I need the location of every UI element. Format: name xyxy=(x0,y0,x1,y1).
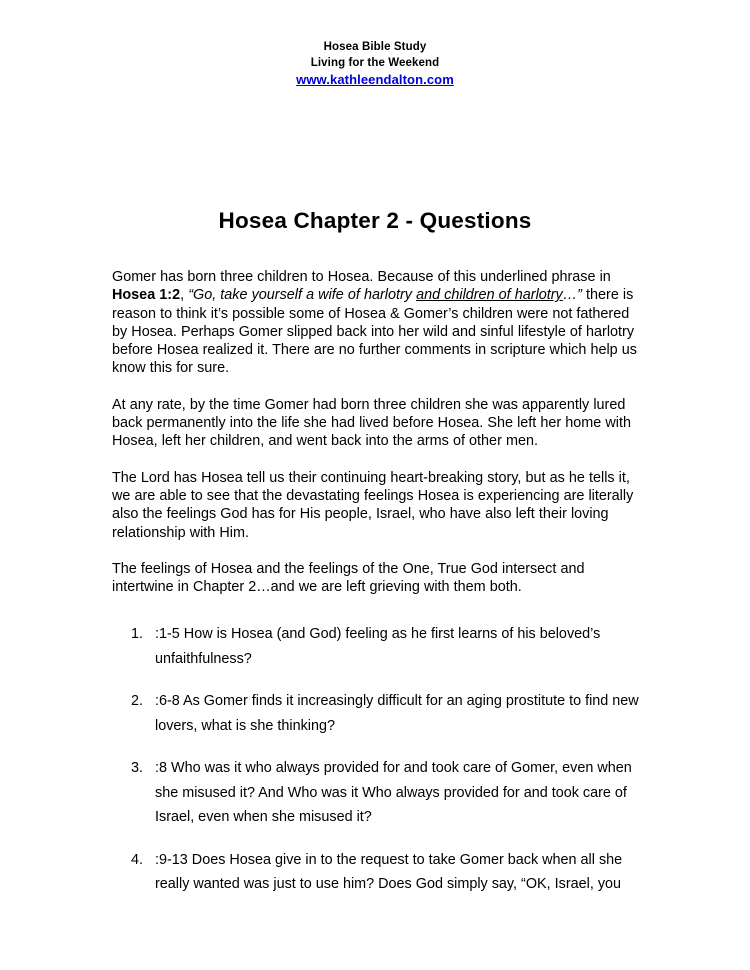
list-item-text: :8 Who was it who always provided for and took care of Gomer, even when she misused it? And Who was it Who always provided for and took care of Israel, even when she misused it? xyxy=(155,760,632,825)
header-website-link[interactable]: www.kathleendalton.com xyxy=(296,72,454,87)
list-item-number: 4. xyxy=(131,851,144,868)
list-item-number: 3. xyxy=(131,760,144,776)
text-run-bold: Hosea 1:2 xyxy=(112,287,181,304)
text-run-normal: At any rate, by the time Gomer had born three children she was apparently lured back permanently into the life she had lived before Hosea. She left her home with Hosea, left her children, and went back into the arms of other men. xyxy=(112,396,631,450)
list-item-text: :9-13 Does Hosea give in to the request to take Gomer back when all she really wanted was just to use him? Does God simply say, “OK, Israel, you xyxy=(155,851,623,892)
header-study-subtitle: Living for the Weekend xyxy=(310,56,440,69)
text-run-normal: , xyxy=(180,287,189,304)
text-run-normal: The feelings of Hosea and the feelings of the One, True God intersect and intertwine in Chapter 2…and we are left grieving with them both. xyxy=(112,560,585,596)
paragraph-1 xyxy=(112,268,644,378)
text-run-italic: “Go, take yourself a wife of harlotry xyxy=(188,287,417,304)
list-item-number: 1. xyxy=(131,626,144,642)
text-run-normal: Gomer has born three children to Hosea. Because of this underlined phrase in xyxy=(112,269,611,285)
page-title: Hosea Chapter 2 - Questions xyxy=(218,208,532,233)
paragraph-2 xyxy=(112,396,644,451)
header-study-title: Hosea Bible Study xyxy=(323,41,427,53)
paragraph-3 xyxy=(112,469,644,542)
text-run-italic: …” xyxy=(562,287,582,304)
paragraph-4 xyxy=(112,560,644,597)
list-item xyxy=(112,756,657,830)
text-run-normal: there is reason to think it’s possible some of Hosea & Gomer’s children were not fathered by Hosea. Perhaps Gomer slipped back into her wild and sinful lifestyle of harlotry before Hosea realized it. There are no further comments in scripture which help us know this for sure. xyxy=(112,287,637,377)
list-item-text: :6-8 As Gomer finds it increasingly difficult for an aging prostitute to find new lovers, what is she thinking? xyxy=(155,693,639,734)
list-item-number: 2. xyxy=(131,693,144,709)
list-item xyxy=(112,848,657,897)
body-text xyxy=(112,268,644,596)
list-item xyxy=(112,622,657,671)
text-run-italic-underline: and children of harlotry xyxy=(416,287,563,304)
questions-list xyxy=(112,622,657,897)
list-item xyxy=(112,689,657,738)
document-header xyxy=(0,40,750,88)
text-run-normal: The Lord has Hosea tell us their continuing heart-breaking story, but as he tells it, we are able to see that the devastating feelings Hosea is experiencing are literally also the feelings God has for His people, Israel, who have also left their loving relationship with Him. xyxy=(112,469,634,541)
list-item-text: :1-5 How is Hosea (and God) feeling as he first learns of his beloved’s unfaithfulness? xyxy=(155,626,601,667)
